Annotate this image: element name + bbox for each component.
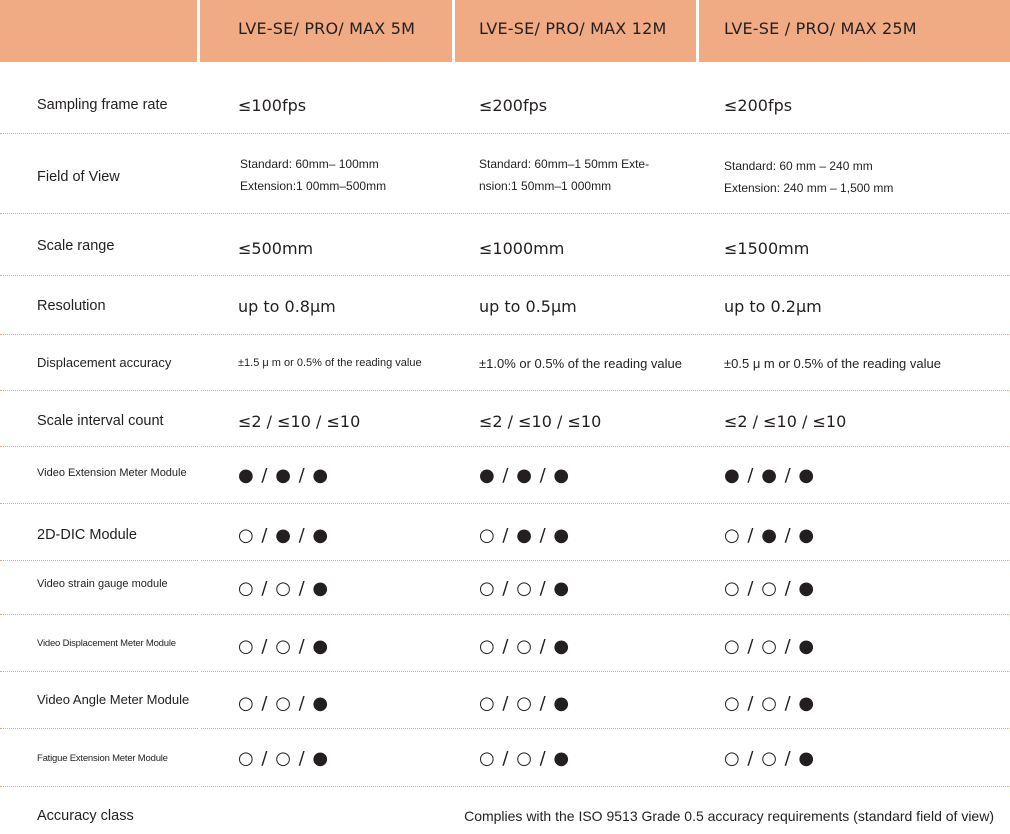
row-divider [0, 560, 198, 561]
cell-value: ○ / ○ / ● [238, 578, 330, 599]
cell-value: ○ / ○ / ● [724, 748, 816, 769]
row-divider [201, 786, 1010, 787]
cell-value: ○ / ● / ● [479, 525, 571, 546]
cell-value: ○ / ○ / ● [238, 748, 330, 769]
header-label-12m: LVE-SE/ PRO/ MAX 12M [479, 19, 667, 38]
table-row [0, 62, 1010, 133]
row-divider [201, 671, 1010, 672]
row-label: Sampling frame rate [37, 97, 168, 113]
cell-value [240, 153, 386, 197]
cell-value: ≤100fps [238, 96, 307, 115]
row-divider [0, 213, 198, 214]
row-label: 2D-DIC Module [37, 527, 137, 543]
cell-value: ≤2 / ≤10 / ≤10 [479, 412, 602, 431]
row-divider [0, 786, 198, 787]
row-label: Scale range [37, 238, 115, 254]
table-row [0, 446, 1010, 503]
table-row [0, 728, 1010, 786]
table-row [0, 614, 1010, 671]
row-divider [0, 334, 198, 335]
row-divider [201, 614, 1010, 615]
cell-value: ≤200fps [479, 96, 548, 115]
header-corner-cell [0, 0, 197, 62]
cell-value: ○ / ○ / ● [238, 636, 330, 657]
row-label: Video strain gauge module [37, 578, 168, 590]
cell-value: ○ / ○ / ● [479, 693, 571, 714]
table-row [0, 390, 1010, 446]
row-label: Video Displacement Meter Module [37, 638, 176, 649]
cell-value: ● / ● / ● [724, 465, 816, 486]
cell-line: Standard: 60mm–1 50mm Exte- [479, 157, 650, 171]
cell-line: Extension: 240 mm – 1,500 mm [724, 181, 894, 195]
cell-value: ≤2 / ≤10 / ≤10 [724, 412, 847, 431]
row-divider [0, 614, 198, 615]
table-row [0, 213, 1010, 275]
row-label: Video Angle Meter Module [37, 692, 190, 707]
cell-value: ○ / ○ / ● [238, 693, 330, 714]
cell-value: ≤200fps [724, 96, 793, 115]
table-row [0, 275, 1010, 334]
cell-line: Standard: 60 mm – 240 mm [724, 159, 873, 173]
row-divider [0, 728, 198, 729]
row-divider [0, 390, 198, 391]
row-divider [201, 560, 1010, 561]
accuracy-row [0, 786, 1010, 834]
row-label: Video Extension Meter Module [37, 467, 187, 479]
cell-value: ○ / ● / ● [724, 525, 816, 546]
cell-value: ≤1500mm [724, 239, 810, 258]
row-divider [0, 503, 198, 504]
cell-value: ● / ● / ● [479, 465, 571, 486]
row-divider [0, 133, 198, 134]
row-divider [0, 275, 198, 276]
header-label-5m: LVE-SE/ PRO/ MAX 5M [238, 19, 416, 38]
row-divider [0, 446, 198, 447]
cell-value: ≤1000mm [479, 239, 565, 258]
cell-value: ±1.0% or 0.5% of the reading value [479, 356, 682, 371]
header-cell-25m [699, 0, 1010, 62]
cell-value: up to 0.5μm [479, 297, 577, 316]
table-row [0, 503, 1010, 560]
table-row [0, 560, 1010, 614]
row-divider [201, 503, 1010, 504]
row-label: Fatigue Extension Meter Module [37, 753, 168, 764]
cell-value: up to 0.2μm [724, 297, 822, 316]
row-divider [201, 728, 1010, 729]
row-divider [201, 390, 1010, 391]
table-row [0, 133, 1010, 213]
row-divider [201, 334, 1010, 335]
row-divider [0, 671, 198, 672]
row-label: Resolution [37, 298, 106, 314]
table-row [0, 334, 1010, 390]
row-label: Scale interval count [37, 413, 164, 429]
cell-value [479, 153, 649, 197]
cell-value: ○ / ○ / ● [479, 578, 571, 599]
row-divider [201, 133, 1010, 134]
header-cell-12m [455, 0, 696, 62]
table-header [0, 0, 1010, 62]
cell-value: ○ / ○ / ● [724, 636, 816, 657]
cell-line: nsion:1 50mm–1 000mm [479, 179, 612, 193]
row-label: Displacement accuracy [37, 355, 172, 370]
cell-value: ±1.5 μ m or 0.5% of the reading value [238, 357, 422, 369]
table-row [0, 671, 1010, 728]
header-label-25m: LVE-SE / PRO/ MAX 25M [724, 19, 917, 38]
row-label: Field of View [37, 169, 120, 185]
cell-line: Standard: 60mm– 100mm [240, 157, 379, 171]
cell-value: ● / ● / ● [238, 465, 330, 486]
cell-value: ○ / ○ / ● [724, 578, 816, 599]
row-divider [201, 446, 1010, 447]
row-divider [201, 213, 1010, 214]
accuracy-value: Complies with the ISO 9513 Grade 0.5 accuracy requirements (standard field of view) [464, 808, 994, 824]
cell-value: up to 0.8μm [238, 297, 336, 316]
cell-line: Extension:1 00mm–500mm [240, 179, 387, 193]
cell-value: ○ / ○ / ● [479, 748, 571, 769]
cell-value: ≤500mm [238, 239, 314, 258]
row-label: Accuracy class [37, 808, 134, 824]
header-cell-5m [200, 0, 452, 62]
cell-value: ≤2 / ≤10 / ≤10 [238, 412, 361, 431]
cell-value: ±0.5 μ m or 0.5% of the reading value [724, 356, 941, 371]
cell-value: ○ / ● / ● [238, 525, 330, 546]
cell-value [724, 155, 893, 199]
cell-value: ○ / ○ / ● [479, 636, 571, 657]
cell-value: ○ / ○ / ● [724, 693, 816, 714]
row-divider [201, 275, 1010, 276]
